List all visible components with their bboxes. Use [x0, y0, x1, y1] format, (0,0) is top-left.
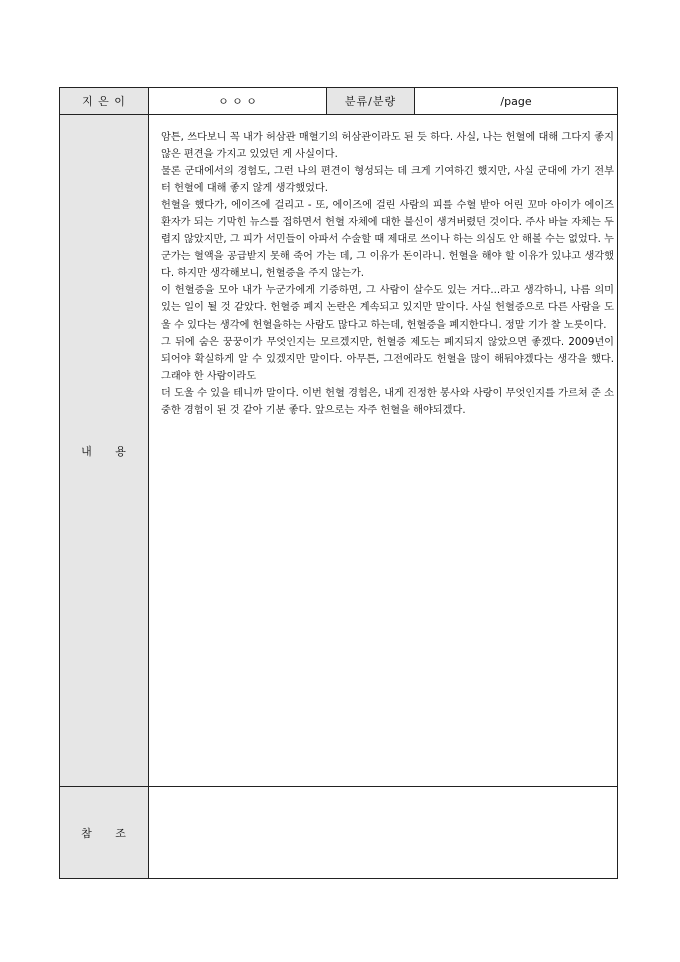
- category-label: 분류/분량: [327, 88, 415, 115]
- content-paragraph: 헌혈을 했다가, 에이즈에 걸리고 - 또, 에이즈에 걸린 사람의 피를 수혈 받아 어린 꼬마 아이가 에이즈 환자가 되는 기막힌 뉴스를 접하면서 헌혈 자체에 대한 불신이 생겨버렸던 것이다. 주사 바늘 자체는 두렵지 않았지만, 그 피가 서민들이 아파서 수술할 때 제대로 쓰이나 하는 의심도 안 해볼 수는 없었다. 누군가는 혈액을 공급받지 못해 죽어 가는 데, 그 이유가 돈이라니. 헌혈을 해야 할 이유가 있냐고 생각했다. 하지만 생각해보니, 헌혈증을 주지 않는가.: [161, 200, 614, 280]
- reference-label: [60, 787, 149, 879]
- author-value: ㅇ ㅇ ㅇ: [149, 88, 327, 115]
- report-form-table: [59, 87, 618, 879]
- reference-row: [60, 787, 618, 879]
- content-row: [60, 115, 618, 787]
- content-body: [149, 115, 618, 787]
- content-label: [60, 115, 149, 787]
- content-paragraph: 이 헌혈증을 모아 내가 누군가에게 기증하면, 그 사람이 살수도 있는 거다...라고 생각하니, 나름 의미 있는 일이 될 것 같았다. 헌혈증 폐지 논란은 계속되고 있지만 말이다. 사실 헌혈증으로 다른 사람을 도울 수 있다는 생각에 헌혈을하는 사람도 많다고 하는데, 헌혈증을 폐지한다니. 정말 기가 찰 노릇이다.: [161, 285, 614, 331]
- reference-label-text: 참 조: [81, 826, 127, 840]
- category-value: /page: [415, 88, 618, 115]
- content-paragraph: 더 도울 수 있을 테니까 말이다. 이번 헌혈 경험은, 내게 진정한 봉사와 사랑이 무엇인지를 가르쳐 준 소중한 경험이 된 것 같아 기분 좋다. 앞으로는 자주 헌혈을 해야되겠다.: [161, 387, 614, 416]
- author-label: 지 은 이: [60, 88, 149, 115]
- reference-value: [149, 787, 618, 879]
- content-paragraph: 그 뒤에 숨은 꿍꿍이가 무엇인지는 모르겠지만, 헌혈증 제도는 폐지되지 않았으면 좋겠다. 2009년이 되어야 확실하게 알 수 있겠지만 말이다. 아무튼, 그전에라도 헌혈을 많이 해둬야겠다는 생각을 했다. 그래야 한 사람이라도: [161, 336, 614, 382]
- content-paragraph: 물론 군대에서의 경험도, 그런 나의 편견이 형성되는 데 크게 기여하긴 했지만, 사실 군대에 가기 전부터 헌혈에 대해 좋지 않게 생각했었다.: [161, 166, 614, 195]
- content-label-text: 내 용: [81, 444, 127, 458]
- content-paragraph: 암튼, 쓰다보니 꼭 내가 허삼관 매혈기의 허삼관이라도 된 듯 하다. 사실, 나는 헌혈에 대해 그다지 좋지 않은 편견을 가지고 있었던 게 사실이다.: [161, 132, 614, 161]
- header-row: [60, 88, 618, 115]
- content-text: [149, 115, 617, 786]
